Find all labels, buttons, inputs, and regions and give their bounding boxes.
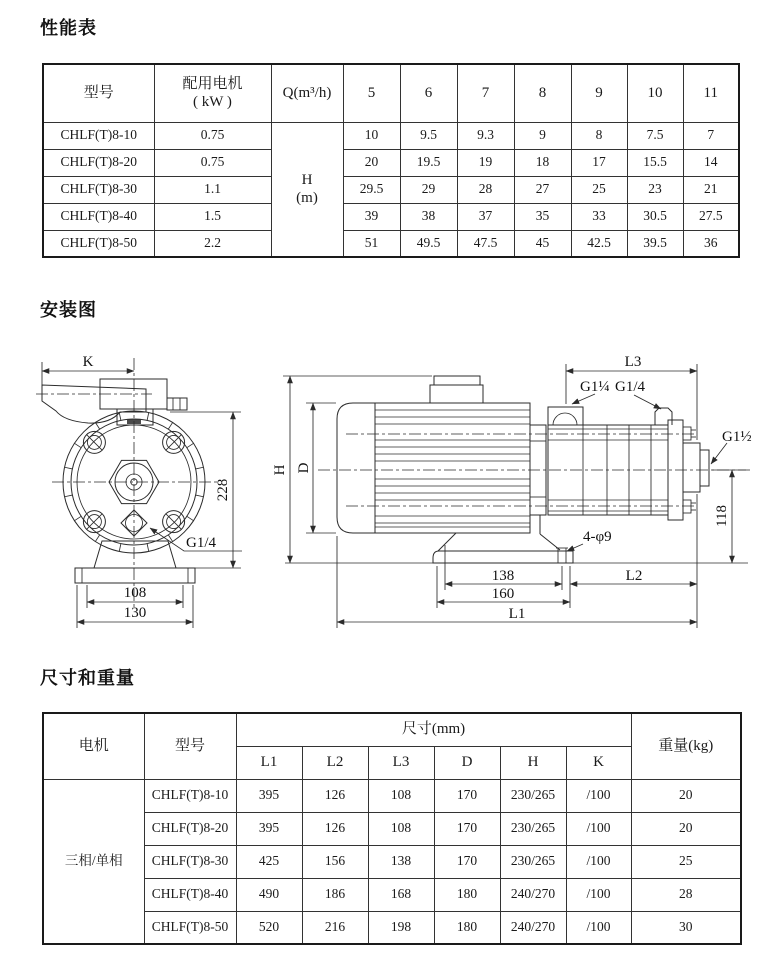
col-header-motor-type: 电机 — [43, 713, 144, 779]
dim-value: 240/270 — [500, 878, 566, 911]
dim-value: 230/265 — [500, 845, 566, 878]
col-header-flow-6: 6 — [400, 64, 457, 122]
col-header-motor-line1: 配用电机 — [182, 75, 243, 92]
dim-value: 216 — [302, 911, 368, 944]
dim-label-l1: L1 — [508, 606, 526, 622]
holes-label: 4-φ9 — [583, 529, 612, 545]
table-row — [43, 149, 739, 176]
col-header-d: D — [434, 746, 500, 779]
weight-value: 20 — [631, 812, 741, 845]
front-view — [36, 354, 242, 628]
casing-bolt — [83, 511, 105, 533]
priming-handle — [42, 385, 146, 423]
dim-value: 180 — [434, 878, 500, 911]
head-value: 39 — [343, 203, 400, 230]
model-cell: CHLF(T)8-10 — [43, 122, 154, 149]
motor-fins — [375, 410, 530, 527]
dim-label-130: 130 — [123, 605, 147, 621]
head-value: 23 — [627, 176, 683, 203]
head-value: 29.5 — [343, 176, 400, 203]
col-header-h: H — [500, 746, 566, 779]
col-header-flow-9: 9 — [571, 64, 627, 122]
head-value: 7 — [683, 122, 739, 149]
section-title-dimensions: 尺寸和重量 — [40, 668, 135, 688]
col-header-model: 型号 — [43, 64, 154, 122]
dim-value: /100 — [566, 878, 631, 911]
motor-end-cap — [337, 403, 375, 533]
col-header-l1: L1 — [236, 746, 302, 779]
head-unit-line2: (m) — [296, 190, 318, 207]
model-cell: CHLF(T)8-20 — [144, 812, 236, 845]
col-header-weight: 重量(kg) — [631, 713, 741, 779]
model-cell: CHLF(T)8-50 — [43, 230, 154, 257]
dim-label-k: K — [82, 354, 94, 370]
head-value: 9.5 — [400, 122, 457, 149]
section-title-installation: 安装图 — [40, 300, 97, 320]
head-value: 27 — [514, 176, 571, 203]
dim-value: 170 — [434, 779, 500, 812]
col-header-flow-10: 10 — [627, 64, 683, 122]
dim-value: 180 — [434, 911, 500, 944]
head-value: 39.5 — [627, 230, 683, 257]
table-row — [43, 176, 739, 203]
dim-value: 240/270 — [500, 911, 566, 944]
head-value: 21 — [683, 176, 739, 203]
dim-label-h: H — [272, 464, 288, 476]
vent-plug — [655, 408, 672, 425]
head-value: 45 — [514, 230, 571, 257]
head-value: 8 — [571, 122, 627, 149]
table-row — [43, 812, 741, 845]
section-title-performance: 性能表 — [40, 18, 97, 38]
table-row — [43, 878, 741, 911]
dim-value: 186 — [302, 878, 368, 911]
dim-label-160: 160 — [491, 586, 515, 602]
col-header-flow-11: 11 — [683, 64, 739, 122]
model-cell: CHLF(T)8-50 — [144, 911, 236, 944]
col-header-motor-line2: ( kW ) — [193, 94, 232, 111]
dim-label-l3: L3 — [624, 354, 642, 370]
power-cell: 0.75 — [154, 149, 271, 176]
col-header-k: K — [566, 746, 631, 779]
dim-value: 425 — [236, 845, 302, 878]
table-row — [43, 845, 741, 878]
dim-value: 395 — [236, 779, 302, 812]
head-value: 29 — [400, 176, 457, 203]
dim-value: /100 — [566, 779, 631, 812]
head-value: 38 — [400, 203, 457, 230]
table-row — [43, 230, 739, 257]
casing-bolt — [163, 431, 185, 453]
installation-diagram — [0, 345, 780, 655]
table-row — [43, 122, 739, 149]
head-value: 28 — [457, 176, 514, 203]
port-label-g14-front: G1/4 — [186, 535, 216, 551]
power-cell: 1.5 — [154, 203, 271, 230]
dim-value: 138 — [368, 845, 434, 878]
head-value: 35 — [514, 203, 571, 230]
head-value: 27.5 — [683, 203, 739, 230]
cable-gland — [167, 398, 187, 410]
dim-value: 170 — [434, 845, 500, 878]
table-header-row — [43, 713, 741, 746]
head-unit-line1: H — [301, 171, 313, 188]
port-label-g1quarter: G1¼ — [580, 379, 610, 395]
head-value: 9.3 — [457, 122, 514, 149]
dim-value: 126 — [302, 812, 368, 845]
dim-label-d: D — [296, 462, 312, 474]
dim-label-138: 138 — [491, 568, 515, 584]
head-value: 37 — [457, 203, 514, 230]
table-row — [43, 779, 741, 812]
dim-value: 126 — [302, 779, 368, 812]
motor-terminal-box — [430, 385, 483, 403]
table-header-row — [43, 64, 739, 122]
power-cell: 1.1 — [154, 176, 271, 203]
col-header-flow-5: 5 — [343, 64, 400, 122]
weight-value: 30 — [631, 911, 741, 944]
head-value: 51 — [343, 230, 400, 257]
dimension-weight-table — [42, 712, 742, 945]
table-row — [43, 911, 741, 944]
model-cell: CHLF(T)8-30 — [144, 845, 236, 878]
col-header-flow-8: 8 — [514, 64, 571, 122]
casing-bolt — [163, 511, 185, 533]
model-cell: CHLF(T)8-20 — [43, 149, 154, 176]
col-header-size-group: 尺寸(mm) — [236, 713, 631, 746]
dim-value: /100 — [566, 911, 631, 944]
port-label-g1half: G1½ — [722, 429, 752, 445]
front-foot — [75, 568, 195, 583]
table-row — [43, 203, 739, 230]
col-header-motor — [154, 64, 271, 122]
casing-bolt — [83, 431, 105, 453]
head-unit-cell — [271, 122, 343, 257]
head-value: 30.5 — [627, 203, 683, 230]
dim-value: /100 — [566, 845, 631, 878]
weight-value: 28 — [631, 878, 741, 911]
dim-value: /100 — [566, 812, 631, 845]
dim-label-108: 108 — [123, 585, 147, 601]
model-cell: CHLF(T)8-10 — [144, 779, 236, 812]
dim-value: 108 — [368, 812, 434, 845]
weight-value: 20 — [631, 779, 741, 812]
col-header-model: 型号 — [144, 713, 236, 779]
base-plate — [433, 551, 573, 563]
port-label-g14-side: G1/4 — [615, 379, 645, 395]
dim-value: 230/265 — [500, 779, 566, 812]
dim-value: 168 — [368, 878, 434, 911]
dim-value: 230/265 — [500, 812, 566, 845]
dim-value: 156 — [302, 845, 368, 878]
head-value: 15.5 — [627, 149, 683, 176]
head-value: 19.5 — [400, 149, 457, 176]
dim-value: 170 — [434, 812, 500, 845]
col-header-flow: Q(m³/h) — [271, 64, 343, 122]
motor-type-cell: 三相/单相 — [43, 779, 144, 944]
head-value: 19 — [457, 149, 514, 176]
model-cell: CHLF(T)8-40 — [144, 878, 236, 911]
head-value: 47.5 — [457, 230, 514, 257]
head-value: 7.5 — [627, 122, 683, 149]
head-value: 17 — [571, 149, 627, 176]
dim-value: 520 — [236, 911, 302, 944]
model-cell: CHLF(T)8-30 — [43, 176, 154, 203]
dim-label-118: 118 — [714, 505, 730, 527]
dim-label-228: 228 — [215, 478, 231, 502]
col-header-l3: L3 — [368, 746, 434, 779]
head-value: 49.5 — [400, 230, 457, 257]
side-view — [272, 354, 752, 628]
dim-value: 198 — [368, 911, 434, 944]
dim-value: 395 — [236, 812, 302, 845]
head-value: 36 — [683, 230, 739, 257]
power-cell: 0.75 — [154, 122, 271, 149]
col-header-flow-7: 7 — [457, 64, 514, 122]
model-cell: CHLF(T)8-40 — [43, 203, 154, 230]
dim-label-l2: L2 — [625, 568, 643, 584]
head-value: 33 — [571, 203, 627, 230]
head-value: 18 — [514, 149, 571, 176]
head-value: 9 — [514, 122, 571, 149]
head-value: 14 — [683, 149, 739, 176]
dim-value: 108 — [368, 779, 434, 812]
weight-value: 25 — [631, 845, 741, 878]
power-cell: 2.2 — [154, 230, 271, 257]
performance-table — [42, 63, 740, 258]
head-value: 25 — [571, 176, 627, 203]
head-value: 42.5 — [571, 230, 627, 257]
motor-body — [375, 403, 530, 533]
head-value: 20 — [343, 149, 400, 176]
head-value: 10 — [343, 122, 400, 149]
discharge-port — [683, 443, 700, 492]
col-header-l2: L2 — [302, 746, 368, 779]
dim-value: 490 — [236, 878, 302, 911]
